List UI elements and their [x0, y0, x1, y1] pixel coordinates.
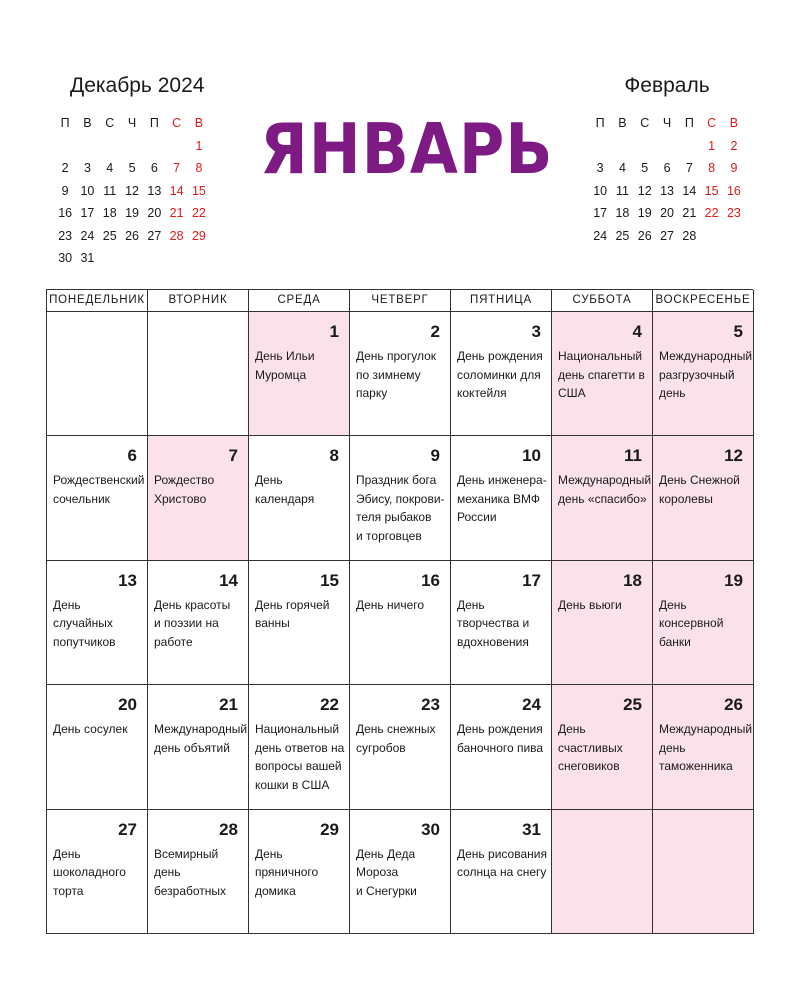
day-cell	[451, 436, 552, 560]
mini-weekday-label: С	[172, 116, 182, 130]
day-event: День инженера- механика ВМФ России	[457, 473, 547, 525]
day-event: День творчества и вдохновения	[457, 597, 530, 649]
day-event: Международный разгрузочный день	[659, 349, 753, 400]
mini-day: 7	[173, 161, 181, 175]
weekday-header: ПОНЕДЕЛЬНИК	[47, 290, 148, 312]
mini-day: 9	[61, 183, 69, 198]
day-event: День рождения соломинки для коктейля	[457, 349, 543, 400]
mini-day: 10	[593, 183, 608, 198]
day-number: 17	[522, 570, 541, 590]
mini-day: 6	[663, 161, 671, 175]
day-cell	[148, 561, 249, 685]
mini-weekday-label: С	[707, 116, 717, 130]
mini-day: 19	[125, 206, 139, 220]
day-number: 16	[421, 570, 440, 590]
mini-day: 11	[103, 183, 117, 198]
mini-weekday-label: С	[640, 116, 650, 130]
mini-weekday-label: С	[105, 116, 115, 130]
mini-day: 12	[637, 183, 652, 198]
weekday-header: ПЯТНИЦА	[451, 290, 552, 312]
mini-day: 21	[682, 206, 697, 220]
month-calendar	[46, 289, 753, 934]
day-number: 20	[118, 695, 137, 715]
mini-day: 23	[58, 228, 73, 243]
day-event: Национальный день ответов на вопросы вашей кошки в США	[255, 722, 345, 792]
day-number: 4	[632, 322, 642, 341]
day-event: Всемирный день безработных	[154, 846, 227, 898]
mini-day: 9	[730, 161, 738, 175]
mini-weekday-label: Ч	[127, 116, 137, 130]
mini-day: 23	[726, 206, 741, 220]
day-event: День прогулок по зимнему парку	[356, 349, 437, 400]
day-number: 9	[430, 446, 440, 466]
mini-weekday-label: В	[729, 116, 739, 130]
mini-day	[54, 135, 76, 158]
mini-day: 21	[169, 206, 184, 220]
weekday-header: ЧЕТВЕРГ	[350, 290, 451, 312]
weekday-header-row	[47, 290, 753, 312]
day-cell	[653, 685, 754, 809]
day-number: 2	[430, 322, 440, 341]
mini-day: 10	[80, 183, 95, 198]
mini-day: 18	[102, 206, 117, 220]
mini-day: 3	[83, 161, 91, 175]
day-cell	[47, 436, 148, 560]
day-event: День снежных сугробов	[356, 722, 436, 755]
mini-day: 8	[195, 161, 203, 175]
month-title: ЯНВАРЬ	[260, 108, 554, 190]
day-cell	[451, 312, 552, 436]
day-cell	[350, 810, 451, 934]
day-event: День рождения баночного пива	[457, 722, 544, 755]
mini-day: 5	[128, 161, 136, 175]
day-number: 24	[522, 695, 541, 715]
day-event: День пряничного домика	[255, 846, 319, 898]
calendar-grid	[47, 312, 753, 934]
day-cell	[148, 312, 249, 436]
day-cell	[350, 312, 451, 436]
day-cell	[653, 810, 754, 934]
day-event: День сосулек	[53, 722, 128, 737]
day-cell	[249, 312, 350, 436]
day-cell	[653, 561, 754, 685]
mini-day	[143, 135, 165, 158]
mini-day: 24	[80, 228, 95, 243]
day-event: День Снежной королевы	[659, 473, 740, 506]
mini-day	[656, 135, 678, 158]
day-event: День красоты и поэзии на работе	[154, 597, 231, 649]
day-number: 5	[733, 322, 743, 341]
day-event: Национальный день спагетти в США	[558, 349, 645, 400]
weekday-header: ВТОРНИК	[148, 290, 249, 312]
mini-day: 31	[80, 251, 95, 265]
mini-calendar-december	[54, 74, 210, 270]
mini-day: 15	[191, 183, 206, 198]
mini-day: 16	[726, 183, 741, 198]
mini-day: 30	[58, 251, 73, 265]
mini-day: 18	[615, 206, 630, 220]
day-cell	[552, 312, 653, 436]
day-cell	[552, 561, 653, 685]
day-cell	[47, 312, 148, 436]
mini-day: 20	[660, 206, 674, 220]
day-event: День Ильи Муромца	[255, 349, 315, 382]
mini-day: 13	[147, 183, 162, 198]
day-number: 7	[228, 446, 238, 466]
day-number: 13	[118, 570, 137, 590]
day-number: 8	[329, 446, 339, 466]
mini-day: 27	[660, 228, 674, 243]
day-event: День шоколадного торта	[53, 846, 126, 898]
day-event: Рождество Христово	[154, 473, 215, 506]
day-event: День ничего	[356, 597, 425, 612]
mini-weekday-label: В	[83, 116, 92, 130]
day-event: День календаря	[255, 473, 315, 506]
day-event: День Деда Мороза и Снегурки	[356, 846, 417, 898]
mini-day: 25	[102, 228, 117, 243]
day-number: 26	[724, 695, 743, 715]
day-number: 18	[623, 570, 642, 590]
day-cell	[148, 685, 249, 809]
day-number: 25	[623, 695, 642, 715]
mini-day	[76, 135, 98, 158]
day-cell	[249, 561, 350, 685]
mini-weekday-label: П	[60, 116, 70, 130]
mini-weekday-label: П	[684, 116, 694, 130]
day-cell	[451, 685, 552, 809]
mini-day: 25	[615, 228, 630, 243]
mini-day: 26	[125, 228, 139, 243]
day-event: Рождественский сочельник	[53, 473, 145, 506]
day-cell	[653, 312, 754, 436]
mini-day: 29	[191, 228, 206, 243]
mini-day	[611, 135, 633, 158]
day-number: 12	[724, 446, 743, 466]
day-event: Международный день таможенника	[659, 722, 753, 774]
mini-day: 14	[682, 183, 697, 198]
mini-day: 20	[147, 206, 162, 220]
day-cell	[47, 685, 148, 809]
mini-day: 7	[685, 161, 693, 175]
day-number: 19	[724, 570, 743, 590]
mini-day: 16	[58, 206, 73, 220]
day-event: Праздник бога Эбису, покрови- теля рыбаков и торговцев	[356, 473, 445, 543]
mini-day: 17	[593, 206, 608, 220]
mini-day: 4	[106, 161, 114, 175]
mini-day	[121, 135, 143, 158]
day-cell	[47, 810, 148, 934]
day-event: День счастливых снеговиков	[558, 722, 623, 774]
mini-day: 22	[704, 206, 719, 220]
day-number: 21	[219, 695, 238, 715]
mini-day: 5	[641, 161, 649, 175]
day-cell	[249, 810, 350, 934]
day-cell	[451, 561, 552, 685]
mini-day: 2	[61, 161, 69, 175]
mini-day	[99, 135, 121, 158]
mini-day: 3	[596, 161, 604, 175]
day-number: 30	[421, 819, 440, 839]
mini-calendar-grid	[589, 112, 745, 247]
day-number: 14	[219, 570, 238, 590]
mini-calendar-title: Декабрь 2024	[70, 74, 205, 97]
mini-calendar-grid	[54, 112, 210, 270]
day-event: День рисования солнца на снегу	[457, 846, 547, 880]
day-cell	[350, 685, 451, 809]
weekday-header: СРЕДА	[249, 290, 350, 312]
day-cell	[249, 436, 350, 560]
day-number: 6	[127, 446, 137, 466]
day-cell	[148, 810, 249, 934]
weekday-header: СУББОТА	[552, 290, 653, 312]
day-event: Международный день объятий	[154, 722, 248, 755]
mini-day: 13	[660, 183, 674, 198]
mini-day: 28	[169, 228, 184, 243]
day-number: 31	[522, 819, 541, 839]
day-event: Международный день «спасибо»	[558, 473, 652, 506]
day-cell	[249, 685, 350, 809]
mini-weekday-label: В	[194, 116, 204, 130]
mini-day: 6	[150, 161, 158, 175]
mini-weekday-label: В	[618, 116, 627, 130]
day-number: 1	[329, 322, 339, 341]
day-event: День вьюги	[558, 597, 622, 612]
mini-day: 14	[169, 183, 184, 198]
mini-day: 4	[618, 161, 626, 175]
mini-day: 2	[730, 138, 738, 153]
mini-day: 11	[615, 183, 629, 198]
day-event: День случайных попутчиков	[53, 597, 116, 649]
mini-calendar-title: Февраль	[624, 74, 710, 97]
day-number: 28	[219, 819, 238, 839]
mini-day: 1	[708, 138, 716, 153]
day-number: 29	[320, 819, 339, 839]
day-cell	[552, 810, 653, 934]
mini-day: 12	[125, 183, 139, 198]
mini-calendar-february	[589, 74, 745, 247]
day-cell	[148, 436, 249, 560]
weekday-header: ВОСКРЕСЕНЬЕ	[653, 290, 754, 312]
day-number: 27	[118, 819, 137, 839]
mini-day: 1	[195, 138, 203, 153]
day-number: 10	[522, 446, 541, 466]
mini-day	[165, 135, 187, 158]
day-cell	[653, 436, 754, 560]
mini-day	[634, 135, 656, 158]
day-cell	[350, 436, 451, 560]
day-event: День горячей ванны	[255, 597, 330, 631]
day-cell	[451, 810, 552, 934]
mini-weekday-label: П	[149, 116, 159, 130]
day-cell	[552, 436, 653, 560]
day-number: 23	[421, 695, 440, 715]
mini-day: 24	[593, 228, 608, 243]
mini-day: 22	[191, 206, 206, 220]
day-number: 11	[624, 446, 642, 466]
mini-weekday-label: П	[595, 116, 605, 130]
mini-day	[678, 135, 700, 158]
mini-day: 28	[682, 228, 697, 243]
day-number: 3	[531, 322, 541, 341]
mini-day: 8	[708, 161, 716, 175]
day-number: 22	[320, 695, 339, 715]
day-number: 15	[320, 570, 339, 590]
mini-day: 15	[704, 183, 719, 198]
mini-day: 17	[80, 206, 95, 220]
day-cell	[552, 685, 653, 809]
mini-day: 19	[637, 206, 652, 220]
mini-day: 27	[147, 228, 162, 243]
mini-weekday-label: Ч	[662, 116, 672, 130]
day-cell	[47, 561, 148, 685]
mini-day	[589, 135, 611, 158]
day-event: День консервной банки	[659, 597, 724, 649]
day-cell	[350, 561, 451, 685]
mini-day: 26	[637, 228, 652, 243]
